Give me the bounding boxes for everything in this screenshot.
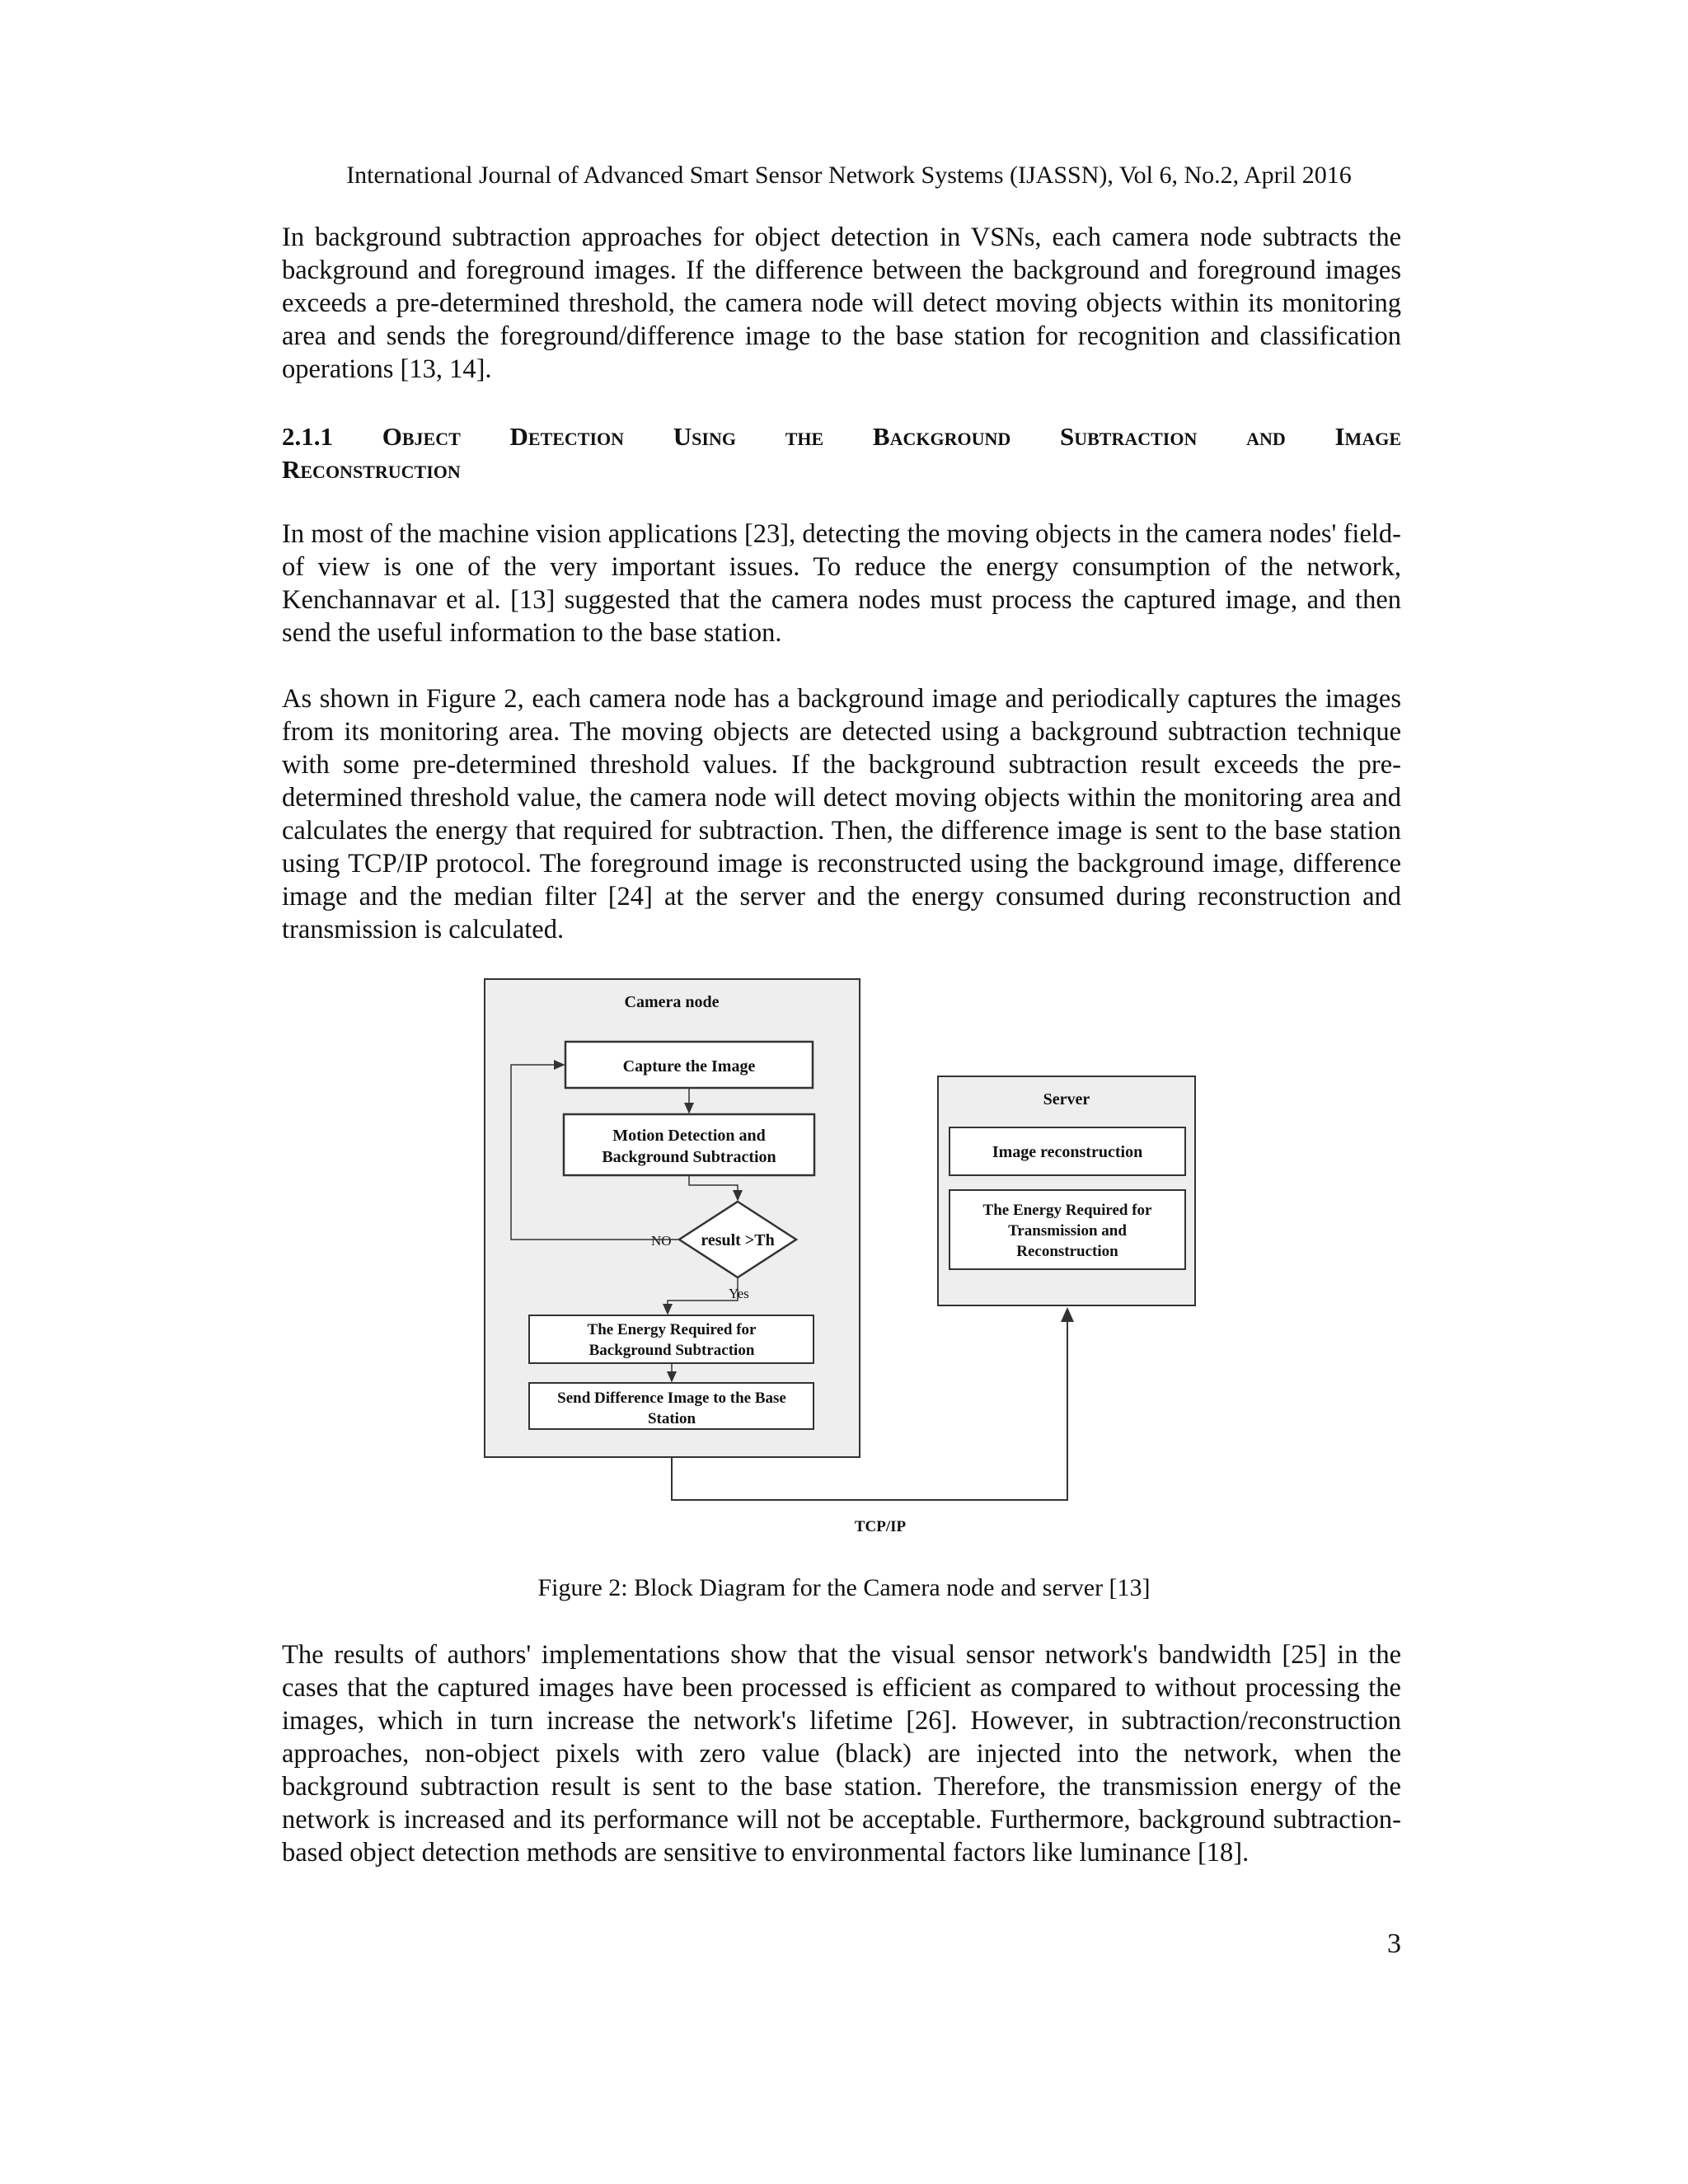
journal-header: International Journal of Advanced Smart Sensor Network Systems (IJASSN), Vol 6, No.2, April 2016 bbox=[346, 162, 1352, 189]
motion-detection-label-1: Motion Detection and bbox=[612, 1127, 766, 1145]
camera-node-title: Camera node bbox=[624, 993, 720, 1011]
send-difference-label-2: Station bbox=[647, 1410, 696, 1427]
server-title: Server bbox=[1043, 1090, 1090, 1108]
no-label: NO bbox=[651, 1233, 672, 1249]
motion-detection-label-2: Background Subtraction bbox=[602, 1148, 776, 1166]
energy-bg-label-2: Background Subtraction bbox=[588, 1342, 755, 1359]
capture-image-label: Capture the Image bbox=[622, 1057, 756, 1076]
page-number: 3 bbox=[1387, 1929, 1401, 1959]
energy-server-label-1: The Energy Required for bbox=[982, 1202, 1152, 1219]
paragraph-results: The results of authors' implementations show that the visual sensor network's bandwidth [25] in the cases that the captured images have been processed is efficient as compared to without processing the images, which in turn increase the network's lifetime [26]. However, in subtraction/reconstruction approaches, non-object pixels with zero value (black) are injected into the network, when the background subtraction result is sent to the base station. Therefore, the transmission energy of the network is increased and its performance will not be acceptable. Furthermore, background subtraction-based object detection methods are sensitive to environmental factors like luminance [18]. bbox=[282, 1640, 1401, 1868]
energy-bg-label-1: The Energy Required for bbox=[587, 1321, 757, 1338]
tcp-ip-label: TCP/IP bbox=[854, 1518, 907, 1535]
energy-server-label-3: Reconstruction bbox=[1016, 1243, 1118, 1260]
block-diagram bbox=[478, 972, 1220, 1549]
paragraph-intro: In background subtraction approaches for object detection in VSNs, each camera node subtracts the background and foreground images. If the difference between the background and foreground images exceeds a pre-determined threshold, the camera node will detect moving objects within its monitoring area and sends the foreground/difference image to the base station for recognition and classification operations [13, 14]. bbox=[282, 223, 1401, 384]
energy-server-label-2: Transmission and bbox=[1008, 1222, 1127, 1240]
image-reconstruction-label: Image reconstruction bbox=[992, 1143, 1143, 1161]
paragraph-figure-description: As shown in Figure 2, each camera node has a background image and periodically captures the images from its monitoring area. The moving objects are detected using a background subtraction technique with some pre-determined threshold values. If the background subtraction result exceeds the pre-determined threshold value, the camera node will detect moving objects within the monitoring area and calculates the energy that required for subtraction. Then, the difference image is sent to the base station using TCP/IP protocol. The foreground image is reconstructed using the background image, difference image and the median filter [24] at the server and the energy consumed during reconstruction and transmission is calculated. bbox=[282, 684, 1401, 944]
paragraph-machine-vision: In most of the machine vision applications [23], detecting the moving objects in the camera nodes' field-of view is one of the very important issues. To reduce the energy consumption of the network, Kenchannavar et al. [13] suggested that the camera nodes must process the captured image, and then send the useful information to the base station. bbox=[282, 519, 1401, 648]
decision-label: result >Th bbox=[701, 1231, 775, 1249]
figure-caption: Figure 2: Block Diagram for the Camera node and server [13] bbox=[537, 1574, 1151, 1601]
section-heading-line1: 2.1.1 Object Detection Using the Background Subtraction and Image bbox=[282, 422, 1401, 451]
send-difference-label-1: Send Difference Image to the Base bbox=[557, 1390, 786, 1407]
section-heading-line2: Reconstruction bbox=[282, 455, 461, 484]
yes-label: Yes bbox=[729, 1286, 749, 1301]
